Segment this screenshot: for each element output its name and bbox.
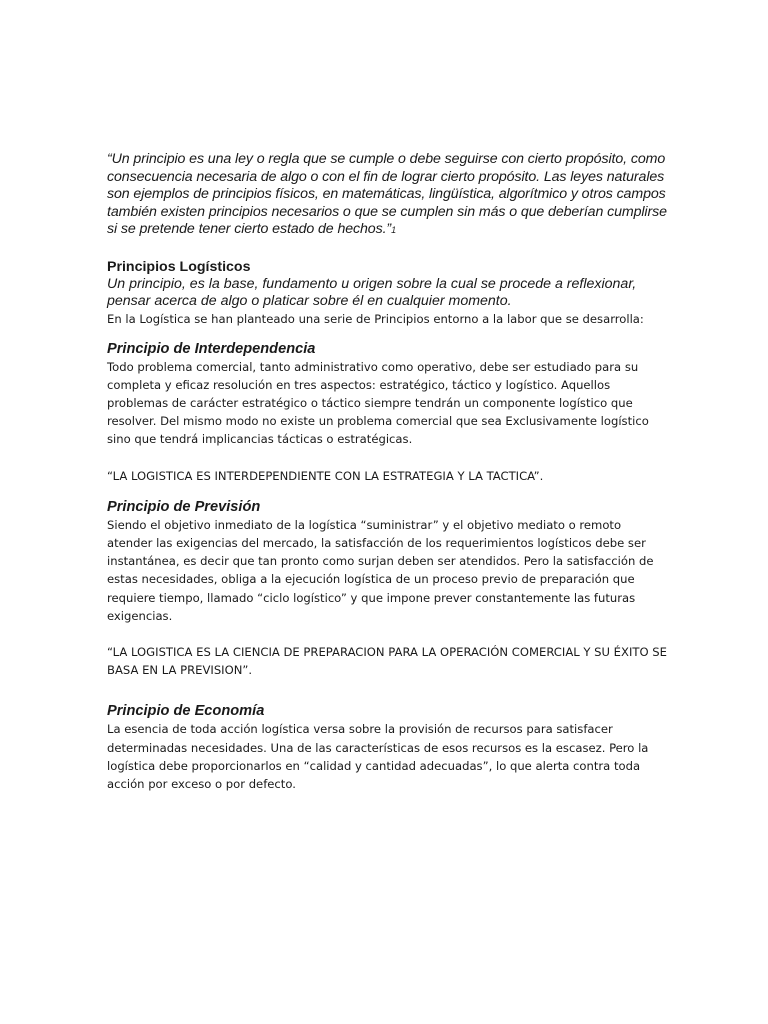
- intro-definition: Un principio, es la base, fundamento u origen sobre la cual se procede a reflexionar, pensar acerca de algo o platicar sobre él en cualquier momento.: [107, 275, 637, 310]
- section-quote-prevision: “LA LOGISTICA ES LA CIENCIA DE PREPARACION PARA LA OPERACIÓN COMERCIAL Y SU ÉXITO SE BASA EN LA PREVISION”.: [107, 645, 667, 678]
- section-body-prevision: Siendo el objetivo inmediato de la logística “suministrar” y el objetivo mediato o remoto atender las exigencias del mercado, la satisfacción de los requerimientos logísticos debe ser instantánea, es decir que tan pronto como surjan deben ser atendidos. Pero la satisfacción de estas necesidades, obliga a la ejecución logística de un proceso previo de preparación que requiere tiempo, llamado “ciclo logístico” y que impone prever constantemente las futuras exigencias.: [107, 517, 654, 623]
- main-heading: Principios Logísticos: [107, 258, 251, 275]
- intro-body: En la Logística se han planteado una serie de Principios entorno a la labor que se desarrolla:: [107, 312, 644, 327]
- section-body-economia: La esencia de toda acción logística versa sobre la provisión de recursos para satisfacer determinadas necesidades. Una de las características de esos recursos es la escasez. Pero la logística debe proporcionarlos en “calidad y cantidad adecuadas”, lo que alerta contra toda acción por exceso o por defecto.: [107, 722, 649, 792]
- section-quote-interdependencia: “LA LOGISTICA ES INTERDEPENDIENTE CON LA ESTRATEGIA Y LA TACTICA”.: [107, 468, 544, 483]
- principle-definition-quote: [107, 151, 667, 240]
- document-page: [107, 151, 667, 793]
- footnote-marker: 1: [391, 225, 396, 236]
- section-title-economia: Principio de Economía: [107, 703, 265, 720]
- section-body-interdependencia: Todo problema comercial, tanto administrativo como operativo, debe ser estudiado para su completa y eficaz resolución en tres aspectos: estratégico, táctico y logístico. Aquellos problemas de carácter estratégico o táctico siempre tendrán un componente logístico que resolver. Del mismo modo no existe un problema comercial que sea Exclusivamente logístico sino que tendrá implicancias tácticas o estratégicas.: [107, 359, 649, 447]
- section-title-prevision: Principio de Previsión: [107, 498, 261, 515]
- section-title-interdependencia: Principio de Interdependencia: [107, 340, 316, 357]
- quote-text: “Un principio es una ley o regla que se cumple o debe seguirse con cierto propósito, como consecuencia necesaria de algo o con el fin de lograr cierto propósito. Las leyes naturales son ejemplos de principios físicos, en matemáticas, lingüística, algorítmico y otros campos también existen principios necesarios o que se cumplen sin más o que deberían cumplirse si se pretende tener cierto estado de hechos.”: [107, 151, 667, 238]
